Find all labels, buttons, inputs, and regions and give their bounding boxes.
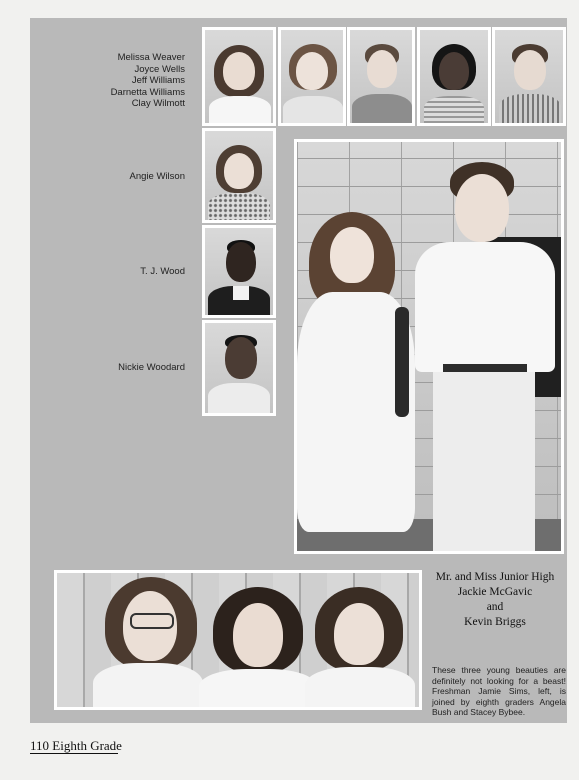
portrait-jeff-williams — [347, 27, 415, 126]
student-name: Melissa Weaver — [117, 52, 185, 63]
name-list-top — [60, 52, 185, 110]
portrait-joyce-wells — [278, 27, 346, 126]
caption-title-line: Jackie McGavic — [457, 586, 533, 598]
page-number: 110 — [30, 738, 50, 753]
student-name: Darnetta Williams — [110, 86, 185, 98]
portrait-clay-wilmott — [492, 27, 566, 126]
student-name-angie: Angie Wilson — [129, 171, 185, 182]
student-name: Joyce Wells — [134, 63, 185, 75]
portrait-melissa-weaver — [202, 27, 276, 126]
caption-title-line: and — [486, 601, 504, 613]
footer-underline — [30, 753, 118, 754]
caption-title — [425, 570, 565, 630]
portrait-darnetta-williams — [417, 27, 491, 126]
page-footer — [30, 738, 122, 754]
section-title: Eighth Grade — [52, 738, 122, 753]
student-name: Clay Wilmott — [131, 98, 185, 109]
photo-three-girls — [54, 570, 422, 710]
student-name-tj: T. J. Wood — [140, 266, 185, 277]
portrait-nickie-woodard — [202, 320, 276, 416]
caption-text: These three young beauties are definitely not looking for a beast! Freshman Jamie Sims, left, is joined by eighth graders Angela Bush and Stacey Bybee. — [432, 665, 566, 717]
photo-mr-miss-junior-high — [294, 139, 564, 554]
portrait-tj-wood — [202, 225, 276, 318]
student-name-nickie: Nickie Woodard — [118, 362, 185, 373]
student-name: Jeff Williams — [131, 75, 185, 86]
portrait-angie-wilson — [202, 128, 276, 223]
caption-title-line: Kevin Briggs — [464, 616, 526, 628]
caption-title-line: Mr. and Miss Junior High — [435, 571, 555, 583]
